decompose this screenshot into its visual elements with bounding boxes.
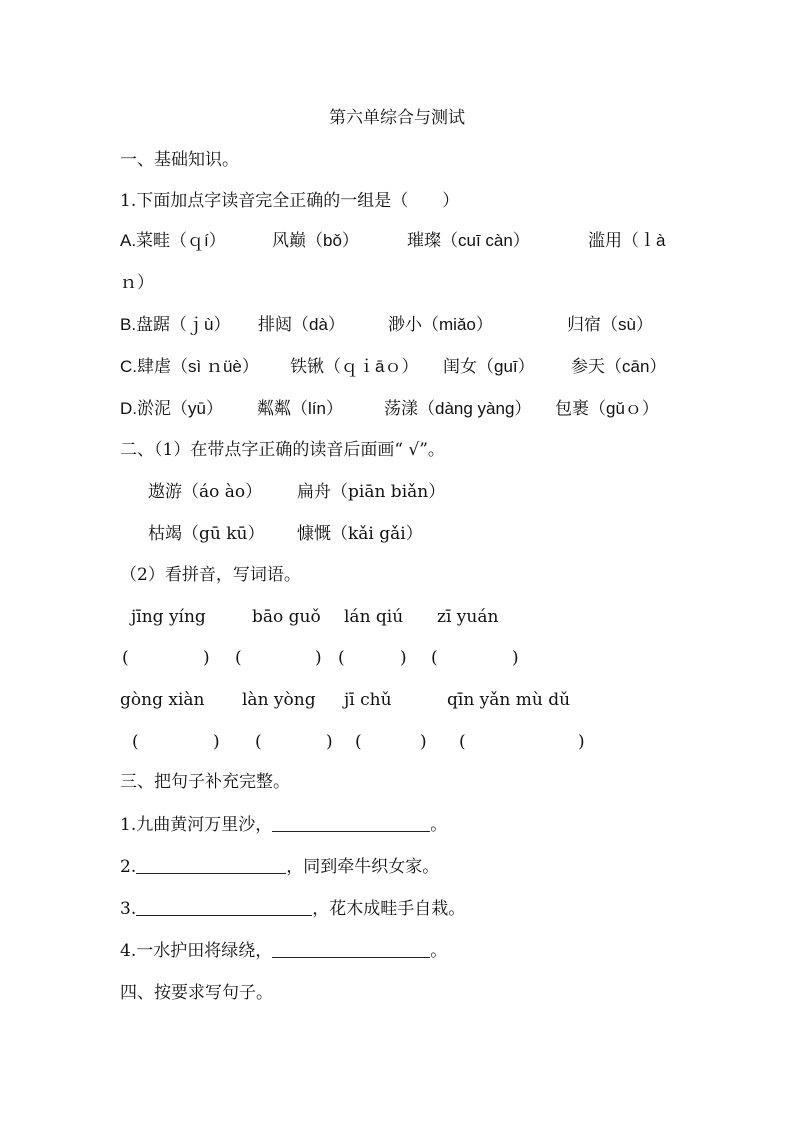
option-d-item-1: D.淤泥（yū）	[120, 399, 223, 418]
sentence-1-num: 1.	[120, 815, 137, 835]
sentence-2	[120, 857, 439, 877]
option-c-row	[0, 356, 794, 378]
section1-heading: 一、基础知识。	[120, 150, 239, 170]
section2-heading: 二、（1）在带点字正确的读音后面画“ √”。	[120, 440, 445, 460]
option-a-wrap: ｎ）	[120, 273, 154, 292]
option-c-item-1: C.肆虐（sì ｎüè）	[120, 357, 259, 376]
option-a-item-3: 璀璨（cuī càn）	[407, 231, 530, 250]
blank-1-4-open: (	[431, 648, 438, 668]
option-a-item-4: 滥用（ｌà	[588, 231, 666, 250]
answer-blanks-row-1	[0, 647, 794, 669]
option-a-item-1: A.菜畦（ｑí）	[120, 231, 226, 250]
option-d-item-3: 荡漾（dàng yàng）	[384, 399, 532, 418]
option-b-item-2: 排闼（dà）	[258, 315, 345, 334]
pair-2-item-2: 慷慨（kǎi gǎi）	[297, 524, 423, 544]
blank-2-3-open: (	[355, 732, 362, 752]
sentence-1-before: 九曲黄河万里沙，	[136, 815, 273, 835]
sentence-3-num: 3.	[120, 899, 137, 919]
pinyin-1-2: bāo guǒ	[252, 607, 321, 627]
blank-2-1-close: )	[213, 732, 220, 752]
blank-1-1-close: )	[203, 648, 210, 668]
blank-1-2-close: )	[315, 648, 322, 668]
blank-1-2-open: (	[235, 648, 242, 668]
sentence-1	[120, 815, 447, 835]
sentence-3	[120, 899, 465, 919]
pinyin-2-1: gòng xiàn	[120, 690, 205, 710]
pair-1-item-1: 遨游（áo ào）	[148, 482, 263, 502]
pinyin-1-3: lán qiú	[344, 607, 404, 627]
section2-sub2: （2）看拼音，写词语。	[120, 565, 301, 585]
sentence-2-blank	[136, 857, 286, 874]
blank-1-4-close: )	[512, 648, 519, 668]
option-b-item-3: 渺小（miǎo）	[388, 315, 493, 334]
pair-1-item-2: 扁舟（piān biǎn）	[297, 482, 446, 502]
option-d-row	[0, 398, 794, 420]
sentence-4-num: 4.	[120, 941, 137, 961]
sentence-4-blank	[272, 941, 430, 958]
blank-2-2-open: (	[255, 732, 262, 752]
sentence-2-num: 2.	[120, 857, 137, 877]
sentence-4	[120, 941, 447, 961]
sentence-2-after: ，同到牵牛织女家。	[286, 857, 440, 877]
sentence-4-before: 一水护田将绿绕，	[136, 941, 273, 961]
blank-1-3-open: (	[338, 648, 345, 668]
pair-row-1	[0, 481, 794, 503]
sentence-4-after: 。	[430, 941, 448, 961]
sentence-1-blank	[272, 815, 430, 832]
option-d-item-2: 粼粼（lín）	[257, 399, 343, 418]
option-c-item-2: 铁锹（ｑｉāｏ）	[290, 357, 419, 376]
sentence-3-after: ，花木成畦手自栽。	[312, 899, 466, 919]
blank-2-1-open: (	[132, 732, 139, 752]
pinyin-1-1: jīng yíng	[131, 607, 206, 627]
option-b-row	[0, 314, 794, 336]
section4-heading: 四、按要求写句子。	[120, 983, 273, 1003]
section3-heading: 三、把句子补充完整。	[120, 772, 290, 792]
blank-2-2-close: )	[326, 732, 333, 752]
blank-1-3-close: )	[400, 648, 407, 668]
blank-1-1-open: (	[122, 648, 129, 668]
blank-2-4-open: (	[459, 732, 466, 752]
pair-row-2	[0, 523, 794, 545]
blank-2-4-close: )	[578, 732, 585, 752]
option-a-item-2: 风巅（bǒ）	[272, 231, 359, 250]
pair-2-item-1: 枯竭（gū kū）	[148, 524, 265, 544]
sentence-3-blank	[136, 899, 312, 916]
option-b-item-1: B.盘踞（ｊù）	[120, 315, 231, 334]
question-1: 1.下面加点字读音完全正确的一组是（ ）	[120, 191, 460, 211]
option-b-item-4: 归宿（sù）	[567, 315, 653, 334]
option-c-item-4: 参天（cān）	[571, 357, 667, 376]
pinyin-row-1	[0, 606, 794, 628]
pinyin-2-2: làn yòng	[242, 690, 316, 710]
blank-2-3-close: )	[420, 732, 427, 752]
pinyin-row-2	[0, 689, 794, 711]
option-d-item-4: 包裹（gǔｏ）	[555, 399, 659, 418]
pinyin-2-3: jī chǔ	[344, 690, 392, 710]
sentence-1-after: 。	[430, 815, 448, 835]
page-title: 第六单综合与测试	[329, 108, 465, 128]
option-a-row	[0, 230, 794, 252]
pinyin-1-4: zī yuán	[437, 607, 499, 627]
pinyin-2-4: qīn yǎn mù dǔ	[447, 690, 571, 710]
option-c-item-3: 闺女（guī）	[443, 357, 535, 376]
answer-blanks-row-2	[0, 731, 794, 753]
